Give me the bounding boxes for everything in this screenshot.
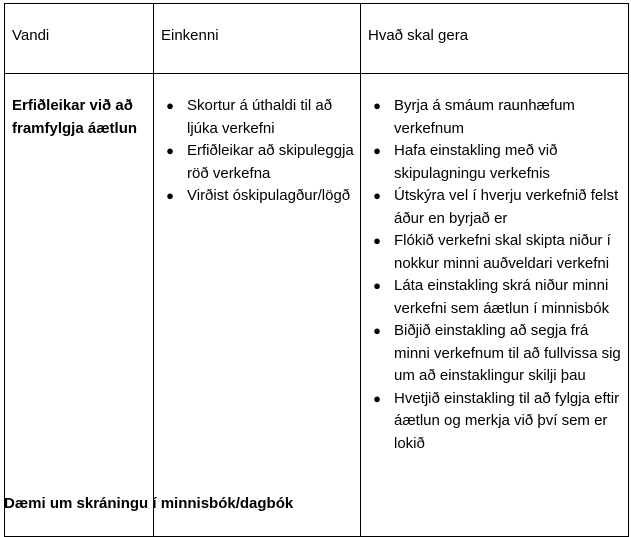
symptoms-list	[154, 74, 360, 208]
bullet-icon: ●	[373, 233, 381, 248]
symptoms-cell	[154, 74, 361, 537]
table-row	[5, 74, 629, 537]
action-text: Láta einstakling skrá niður minni verkefni sem áætlun í minnisbók	[394, 277, 610, 317]
action-text: Hvetjið einstakling til að fylgja eftir áætlun og merkja við því sem er lokið	[394, 389, 620, 452]
list-item	[361, 388, 622, 456]
bullet-icon: ●	[166, 188, 174, 203]
action-text: Flókið verkefni skal skipta niður í nokkur minni auðveldari verkefni	[394, 232, 611, 272]
action-text: Byrja á smáum raunhæfum verkefnum	[394, 97, 575, 137]
bullet-icon: ●	[373, 323, 381, 338]
header-vandi: Vandi	[5, 4, 154, 74]
symptom-text: Erfiðleikar að skipuleggja röð verkefna	[187, 142, 354, 182]
list-item	[361, 230, 622, 275]
action-text: Útskýra vel í hverju verkefnið felst áður en byrjað er	[394, 187, 619, 227]
bullet-icon: ●	[373, 98, 381, 113]
bullet-icon: ●	[373, 278, 381, 293]
bullet-icon: ●	[166, 143, 174, 158]
list-item	[361, 95, 622, 140]
symptom-text: Virðist óskipulagður/lögð	[187, 187, 351, 204]
bullet-icon: ●	[373, 143, 381, 158]
list-item	[154, 185, 354, 208]
symptom-text: Skortur á úthaldi til að ljúka verkefni	[187, 97, 333, 137]
list-item	[361, 185, 622, 230]
list-item	[154, 95, 354, 140]
caption: Dæmi um skráningu í minnisbók/dagbók	[4, 495, 294, 512]
action-text: Hafa einstakling með við skipulagningu verkefnis	[394, 142, 558, 182]
strategy-table	[4, 3, 629, 537]
bullet-icon: ●	[373, 188, 381, 203]
actions-cell	[361, 74, 629, 537]
list-item	[154, 140, 354, 185]
bullet-icon: ●	[166, 98, 174, 113]
table-header-row	[5, 4, 629, 74]
list-item	[361, 320, 622, 388]
header-einkenni: Einkenni	[154, 4, 361, 74]
actions-list	[361, 74, 628, 455]
action-text: Biðjið einstakling að segja frá minni verkefnum til að fullvissa sig um að einstaklingur skilji þau	[394, 322, 621, 384]
list-item	[361, 275, 622, 320]
list-item	[361, 140, 622, 185]
problem-cell: Erfiðleikar við að framfylgja áætlun	[5, 74, 154, 537]
header-hvad-skal-gera: Hvað skal gera	[361, 4, 629, 74]
bullet-icon: ●	[373, 390, 381, 406]
